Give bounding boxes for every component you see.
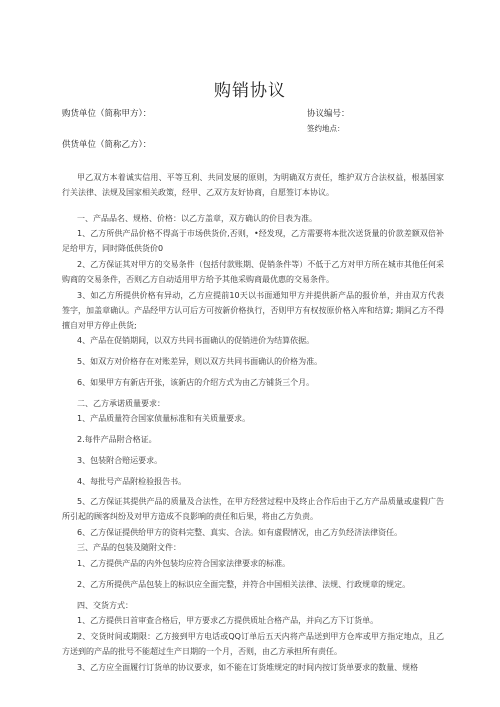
clause-1-1: 1、乙方所供产品价格不得高于市场供货价,否则，•经发现，乙方需要将本批次送货量的价款差额双倍补足给甲方，同时降低供货价0	[62, 229, 444, 253]
clause-2-1: 1、产品质量符合国家侦量标准和有关质量要求。	[77, 414, 251, 423]
clause-1-4: 4、产品在促销期间，以双方共同书面确认的促销进价为结算依据。	[77, 336, 315, 345]
clause-4-2: 2、交货时间或期限：乙方接到甲方电话或QQ订单后五天内将产品送到甲方仓库或甲方指定地点，且乙方送到的产品的批号不能超过生产日期的一个月，否则，由乙方承担所有责任。	[62, 632, 444, 656]
clause-4-1: 1、乙方提供日首审查合格后，甲方要求乙方提供质址合格产品，并向乙方下订货单。	[77, 616, 379, 625]
signing-place-label: 签约地点：	[307, 124, 345, 133]
clause-1-2: 2、乙方保证其对甲方的交易条件（包括付款账期、促销条件等）不低于乙方对甲方所在城市其他任何采购商的交易条件，否则乙方自动适用甲方给予其他采购商最优惠的交易条件。	[62, 260, 444, 284]
clause-2-6: 6、乙方保证提供给甲方的资料完整、真实、合法。如有虚假情况，由乙方负经济法律资任。	[77, 528, 403, 537]
supplier-label: 供货单位（简称乙方）：	[62, 140, 152, 150]
clause-1-6: 6、如果甲方有新店开张，该新店的介绍方式为由乙方铺货三个月。	[77, 378, 315, 387]
document-title: 购销协议	[214, 81, 286, 101]
section-4-heading: 四、交货方式：	[77, 601, 133, 610]
section-3-heading: 三、产品的包装及随附文件：	[77, 543, 181, 552]
clause-1-5: 5、如双方对价格存在对账差异，则以双方共同书面确认的价格为准。	[77, 357, 323, 366]
clause-2-5: 5、乙方保证其提供产品的质量及合法性，在甲方经营过程中及终止合作后由于乙方产品质量或虚假广告所引起的顾客纠纷及对甲方造成不良影响的责任和后果，将由乙方负责。	[62, 497, 444, 521]
clause-2-4: 4、每批号产品附检验报告书。	[77, 477, 187, 486]
clause-4-3: 3、乙方应全面履行订货单的协议要求，如不能在订货堆规定的时间内按订货单要求的数量、规格	[77, 663, 419, 672]
agreement-number-label: 协议编号：	[307, 109, 350, 119]
buyer-label: 购货单位（简称甲方）：	[62, 109, 152, 119]
preamble-paragraph: 甲乙双方本着诚实信用、平等互利、共同发展的原则，为明确双方责任，维护双方合法权益，根基国家行关法律、法规及国家相关政策，经甲、乙双方友好协商，自愿签订本协议。	[62, 173, 444, 197]
section-2-heading: 二、乙方承诺质量要求：	[77, 399, 165, 408]
clause-2-3: 3、包装附合赔运要求。	[77, 456, 163, 465]
clause-3-1: 1、乙方提供产品的内外包装均应符合国家法律要求的标准。	[77, 559, 291, 568]
clause-3-2: 2、乙方所提供产品包装上的标识应全面完整，并符合中国相关法律、法规、行政规章的规定。	[77, 580, 411, 589]
clause-2-2: 2.每件产品附合格证。	[77, 435, 157, 444]
section-1-heading: 一、产品品名、规格、价格：以乙方盖章，双方确认的价目表为准。	[77, 214, 317, 223]
clause-1-3: 3、如乙方所提供价格有异动，乙方应提前10天以书面通知甲方并提供新产品的报价单，并由双方代表签字，加盖章确认。产品经甲方认可后方可按新价格执行，否则甲方有权按原价格入库和结算; 期间乙方不得擅自对甲方停止供货;	[62, 291, 444, 330]
